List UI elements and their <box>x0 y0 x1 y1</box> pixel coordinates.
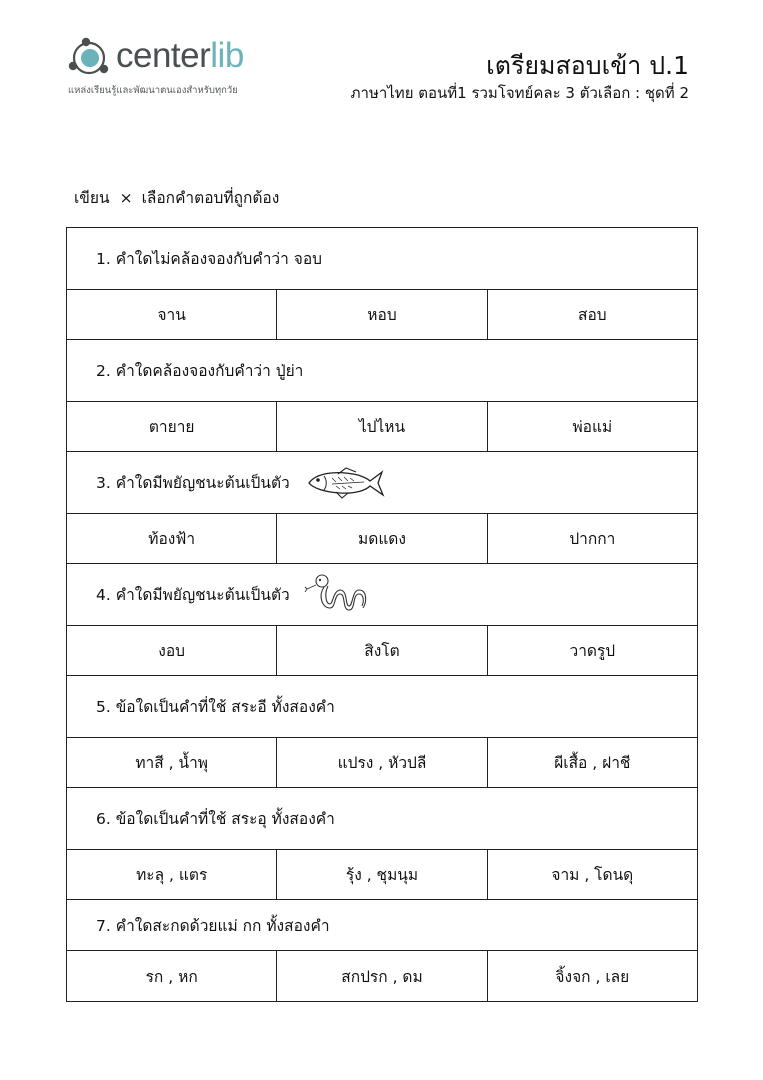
choice-cell[interactable]: ตายาย <box>67 402 277 451</box>
question-text: 1. คำใดไม่คล้องจองกับคำว่า จอบ <box>96 250 322 268</box>
question-text: 3. คำใดมีพยัญชนะต้นเป็นตัว <box>96 474 290 492</box>
fish-icon <box>306 466 386 500</box>
choice-cell[interactable]: หอบ <box>277 290 487 339</box>
choices-4 <box>67 626 697 676</box>
choice-cell[interactable]: ปากกา <box>569 530 616 548</box>
question-1 <box>67 228 697 290</box>
choice-cell[interactable]: มดแดง <box>277 514 487 563</box>
instruction-line <box>74 185 279 210</box>
brand-logo <box>66 33 296 97</box>
choice-cell[interactable]: งอบ <box>67 626 277 675</box>
question-text: 4. คำใดมีพยัญชนะต้นเป็นตัว <box>96 586 290 604</box>
choice-cell[interactable]: สกปรก , ดม <box>277 951 487 1001</box>
worksheet-subtitle: ภาษาไทย ตอนที่1 รวมโจทย์คละ 3 ตัวเลือก : ชุดที่ 2 <box>350 84 689 102</box>
question-3 <box>67 452 697 514</box>
choices-1 <box>67 290 697 340</box>
logo-molecule-icon <box>66 33 114 81</box>
instruction-verb: เขียน <box>74 189 110 207</box>
choice-cell[interactable]: จิ้งจก , เลย <box>555 967 630 986</box>
choices-2 <box>67 402 697 452</box>
question-text: 5. ข้อใดเป็นคำที่ใช้ สระอี ทั้งสองคำ <box>96 698 335 716</box>
choice-cell[interactable]: ทะลุ , แตร <box>67 850 277 899</box>
question-6 <box>67 788 697 850</box>
snake-icon <box>304 572 370 618</box>
choices-7 <box>67 951 697 1001</box>
choice-cell[interactable]: สิงโต <box>277 626 487 675</box>
choice-cell[interactable]: วาดรูป <box>569 642 616 660</box>
choice-cell[interactable]: จาน <box>67 290 277 339</box>
choices-5 <box>67 738 697 788</box>
question-text: 2. คำใดคล้องจองกับคำว่า ปู่ย่า <box>96 362 304 380</box>
choice-cell[interactable]: ไปไหน <box>277 402 487 451</box>
choice-cell[interactable]: สอบ <box>578 306 607 324</box>
question-7 <box>67 900 697 951</box>
choice-cell[interactable]: รก , หก <box>67 951 277 1001</box>
choice-cell[interactable]: รุ้ง , ชุมนุม <box>277 850 487 899</box>
question-2 <box>67 340 697 402</box>
choice-cell[interactable]: จาม , โดนดุ <box>551 866 634 884</box>
question-4 <box>67 564 697 626</box>
choices-6 <box>67 850 697 900</box>
instruction-mark: × <box>119 189 133 207</box>
choice-cell[interactable]: ทาสี , น้ำพุ <box>67 738 277 787</box>
question-text: 7. คำใดสะกดด้วยแม่ กก ทั้งสองคำ <box>96 916 330 935</box>
instruction-text: เลือกคำตอบที่ถูกต้อง <box>141 189 280 207</box>
worksheet-title: เตรียมสอบเข้า ป.1 <box>486 51 689 80</box>
quiz-table <box>66 227 698 1002</box>
brand-name: centerlib <box>116 36 244 75</box>
choice-cell[interactable]: พ่อแม่ <box>572 418 613 436</box>
choice-cell[interactable]: แปรง , หัวปลี <box>277 738 487 787</box>
question-5 <box>67 676 697 738</box>
brand-tagline: แหล่งเรียนรู้และพัฒนาตนเองสำหรับทุกวัย <box>68 85 238 96</box>
choice-cell[interactable]: ผีเสื้อ , ฝาชี <box>554 754 631 772</box>
choices-3 <box>67 514 697 564</box>
question-text: 6. ข้อใดเป็นคำที่ใช้ สระอุ ทั้งสองคำ <box>96 810 335 828</box>
choice-cell[interactable]: ท้องฟ้า <box>67 514 277 563</box>
